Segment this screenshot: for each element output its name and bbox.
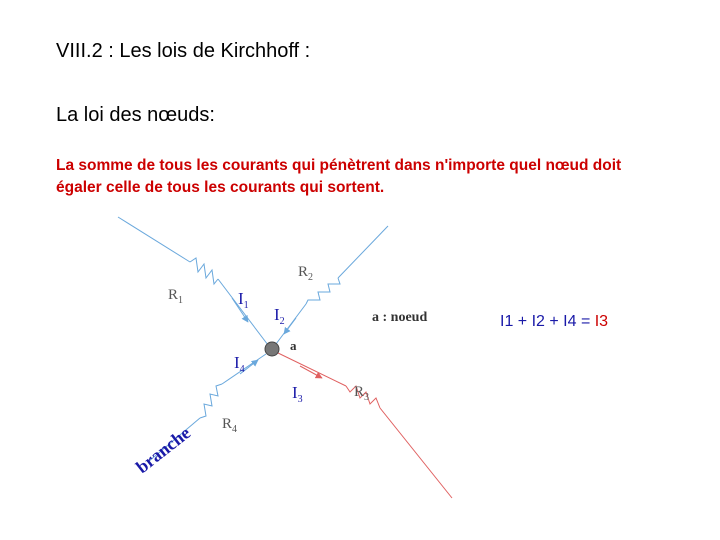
resistor-1-zigzag bbox=[190, 258, 218, 284]
branch-3 bbox=[276, 352, 452, 498]
section-title: La loi des nœuds: bbox=[56, 104, 215, 126]
equation-lhs: I1 + I2 + I4 = bbox=[500, 313, 595, 330]
resistor-label-r1: $R_1$ bbox=[168, 287, 184, 306]
rule-statement: La somme de tous les courants qui pénètrent dans n'importe quel nœud doit égaler celle de tous les courants qui sortent. bbox=[56, 157, 622, 196]
slide-title: VIII.2 : Les lois de Kirchhoff : bbox=[56, 40, 311, 62]
equation-rhs: I3 bbox=[594, 313, 609, 330]
current-arrow-3 bbox=[300, 366, 322, 378]
current-label-i1: $I_1$ bbox=[238, 289, 249, 311]
resistor-label-r3: $R_3$ bbox=[354, 384, 370, 403]
resistor-label-r2: $R_2$ bbox=[298, 264, 314, 283]
branch-label: branche bbox=[132, 422, 195, 478]
current-label-i2: $I_2$ bbox=[274, 305, 285, 327]
current-label-i4: $I_4$ bbox=[234, 353, 245, 375]
current-label-i3: $I_3$ bbox=[292, 383, 303, 405]
resistor-4-zigzag bbox=[200, 384, 222, 418]
node-label: a bbox=[290, 338, 297, 353]
node-equation bbox=[500, 313, 608, 331]
node-caption: a : noeud bbox=[372, 310, 428, 325]
resistor-label-r4: $R_4$ bbox=[222, 416, 238, 435]
node-a-dot bbox=[265, 342, 279, 356]
current-arrow-2 bbox=[284, 318, 296, 334]
branch-1 bbox=[118, 217, 268, 345]
branch-2 bbox=[276, 226, 388, 344]
